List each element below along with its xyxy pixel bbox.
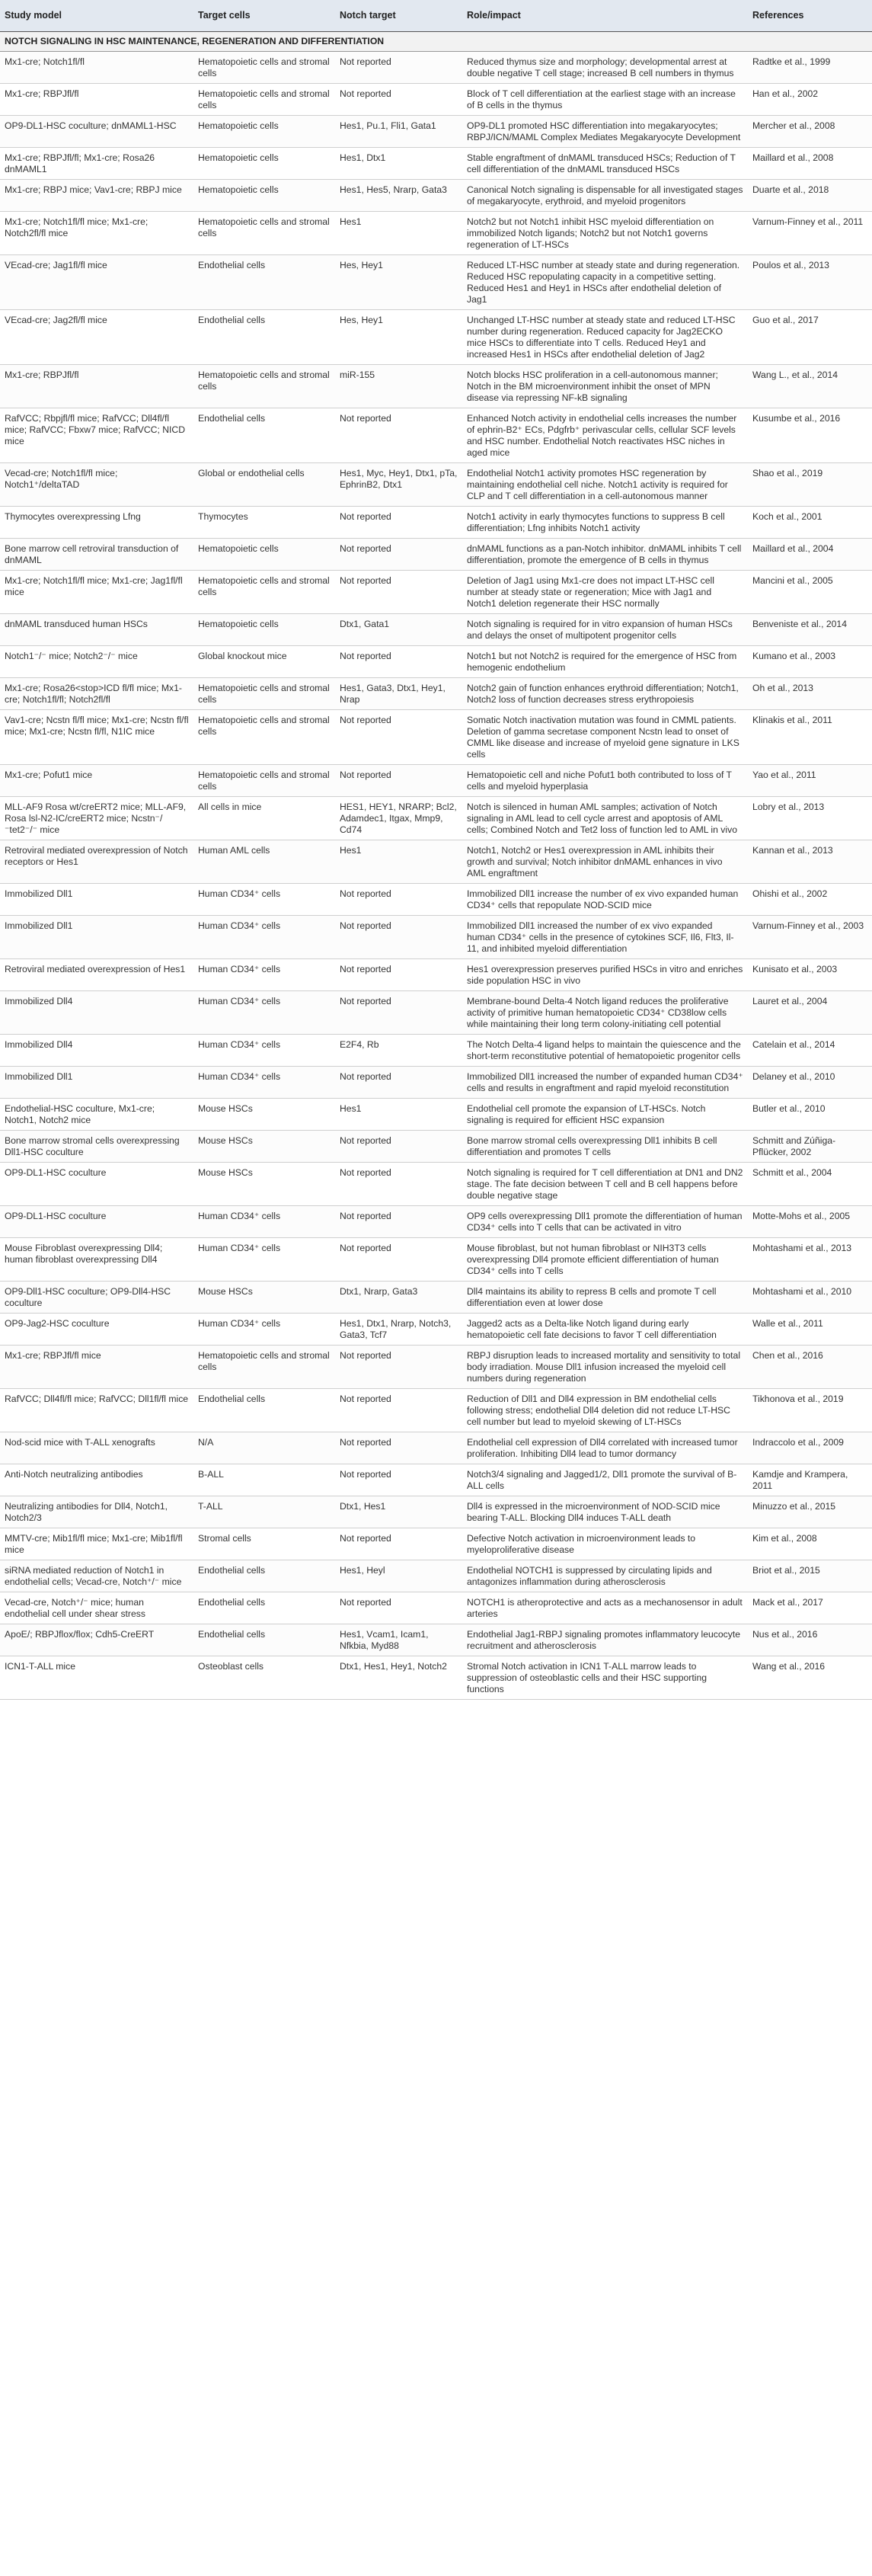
study-model-cell: RafVCC; Rbpjfl/fl mice; RafVCC; Dll4fl/fl mice; RafVCC; Fbxw7 mice; RafVCC; NICD mice [0, 408, 193, 463]
reference-cell: Klinakis et al., 2011 [748, 710, 872, 765]
reference-cell: Yao et al., 2011 [748, 765, 872, 797]
role-impact-cell: The Notch Delta-4 ligand helps to maintain the quiescence and the short-term reconstitutive potential of hematopoietic progenitor cells [462, 1035, 748, 1067]
target-cells-cell: T-ALL [193, 1496, 335, 1528]
header-target-cells: Target cells [193, 0, 335, 32]
table-row [0, 310, 872, 365]
target-cells-cell: Endothelial cells [193, 1560, 335, 1592]
reference-cell: Delaney et al., 2010 [748, 1067, 872, 1099]
reference-cell: Han et al., 2002 [748, 84, 872, 116]
role-impact-cell: Block of T cell differentiation at the earliest stage with an increase of B cells in the thymus [462, 84, 748, 116]
study-model-cell: ApoE/; RBPJflox/flox; Cdh5-CreERT [0, 1624, 193, 1656]
study-model-cell: Vav1-cre; Ncstn fl/fl mice; Mx1-cre; Ncstn fl/fl mice; Mx1-cre; Ncstn fl/fl, N1IC mice [0, 710, 193, 765]
table-row [0, 710, 872, 765]
table-body [0, 32, 872, 1700]
reference-cell: Schmitt and Zúñiga-Pflücker, 2002 [748, 1131, 872, 1163]
role-impact-cell: Endothelial cell expression of Dll4 correlated with increased tumor proliferation. Inhibiting Dll4 lead to tumor dormancy [462, 1432, 748, 1464]
table-row [0, 571, 872, 614]
target-cells-cell: Human CD34⁺ cells [193, 1035, 335, 1067]
notch-target-cell: Not reported [335, 710, 462, 765]
study-model-cell: Mx1-cre; Rosa26<stop>ICD fl/fl mice; Mx1-cre; Notch1fl/fl; Notch2fl/fl [0, 678, 193, 710]
table-row [0, 646, 872, 678]
notch-target-cell: Hes1, Vcam1, Icam1, Nfkbia, Myd88 [335, 1624, 462, 1656]
table-row [0, 539, 872, 571]
role-impact-cell: dnMAML functions as a pan-Notch inhibitor. dnMAML inhibits T cell differentiation, promote the emergence of B cells in thymus [462, 539, 748, 571]
reference-cell: Briot et al., 2015 [748, 1560, 872, 1592]
notch-target-cell: Not reported [335, 916, 462, 959]
target-cells-cell: B-ALL [193, 1464, 335, 1496]
study-model-cell: Mouse Fibroblast overexpressing Dll4; human fibroblast overexpressing Dll4 [0, 1238, 193, 1282]
study-model-cell: Vecad-cre; Notch1fl/fl mice; Notch1⁺/deltaTAD [0, 463, 193, 507]
table-row [0, 1163, 872, 1206]
role-impact-cell: Stable engraftment of dnMAML transduced HSCs; Reduction of T cell differentiation of the dnMAML transduced HSCs [462, 148, 748, 180]
notch-target-cell: Not reported [335, 1067, 462, 1099]
reference-cell: Motte-Mohs et al., 2005 [748, 1206, 872, 1238]
study-model-cell: VEcad-cre; Jag1fl/fl mice [0, 255, 193, 310]
target-cells-cell: Mouse HSCs [193, 1163, 335, 1206]
target-cells-cell: Human CD34⁺ cells [193, 884, 335, 916]
section-title: NOTCH SIGNALING IN HSC MAINTENANCE, REGENERATION AND DIFFERENTIATION [0, 32, 872, 52]
target-cells-cell: Hematopoietic cells and stromal cells [193, 571, 335, 614]
notch-target-cell: Not reported [335, 765, 462, 797]
table-row [0, 1238, 872, 1282]
reference-cell: Kim et al., 2008 [748, 1528, 872, 1560]
role-impact-cell: Immobilized Dll1 increase the number of ex vivo expanded human CD34⁺ cells that repopulate NOD-SCID mice [462, 884, 748, 916]
target-cells-cell: Hematopoietic cells and stromal cells [193, 678, 335, 710]
notch-target-cell: E2F4, Rb [335, 1035, 462, 1067]
table-row [0, 148, 872, 180]
target-cells-cell: Hematopoietic cells and stromal cells [193, 52, 335, 84]
role-impact-cell: Notch signaling is required for in vitro expansion of human HSCs and delays the onset of multipotent progenitor cells [462, 614, 748, 646]
role-impact-cell: Unchanged LT-HSC number at steady state and reduced LT-HSC number during regeneration. Reduced capacity for Jag2ECKO mice HSCs to differentiate into T cells. Reduced Hey1 and increased Hes1 in HSCs after endothelial deletion of Jag2 [462, 310, 748, 365]
role-impact-cell: NOTCH1 is atheroprotective and acts as a mechanosensor in adult arteries [462, 1592, 748, 1624]
target-cells-cell: Endothelial cells [193, 1624, 335, 1656]
table-row [0, 1592, 872, 1624]
notch-target-cell: Not reported [335, 1163, 462, 1206]
target-cells-cell: Human CD34⁺ cells [193, 916, 335, 959]
reference-cell: Koch et al., 2001 [748, 507, 872, 539]
table-row [0, 180, 872, 212]
target-cells-cell: Mouse HSCs [193, 1099, 335, 1131]
target-cells-cell: Endothelial cells [193, 310, 335, 365]
target-cells-cell: Endothelial cells [193, 1389, 335, 1432]
notch-target-cell: Dtx1, Gata1 [335, 614, 462, 646]
notch-target-cell: Hes1 [335, 840, 462, 884]
reference-cell: Maillard et al., 2004 [748, 539, 872, 571]
reference-cell: Mancini et al., 2005 [748, 571, 872, 614]
notch-target-cell: Hes1, Pu.1, Fli1, Gata1 [335, 116, 462, 148]
table-row [0, 1464, 872, 1496]
table-row [0, 1656, 872, 1700]
role-impact-cell: OP9 cells overexpressing Dll1 promote the differentiation of human CD34⁺ cells into T cells that can be activated in vitro [462, 1206, 748, 1238]
study-model-cell: Mx1-cre; RBPJfl/fl [0, 84, 193, 116]
role-impact-cell: Immobilized Dll1 increased the number of ex vivo expanded human CD34⁺ cells in the presence of cytokines SCF, Il6, Flt3, Il-11, and inhibited myeloid differentiation [462, 916, 748, 959]
study-model-cell: siRNA mediated reduction of Notch1 in endothelial cells; Vecad-cre, Notch⁺/⁻ mice [0, 1560, 193, 1592]
role-impact-cell: Notch2 gain of function enhances erythroid differentiation; Notch1, Notch2 loss of function decreases stress erythropoiesis [462, 678, 748, 710]
reference-cell: Catelain et al., 2014 [748, 1035, 872, 1067]
table-row [0, 797, 872, 840]
study-model-cell: Retroviral mediated overexpression of Notch receptors or Hes1 [0, 840, 193, 884]
study-model-cell: MLL-AF9 Rosa wt/creERT2 mice; MLL-AF9, Rosa lsl-N2-IC/creERT2 mice; Ncstn⁻/⁻tet2⁻/⁻ mice [0, 797, 193, 840]
study-model-cell: Anti-Notch neutralizing antibodies [0, 1464, 193, 1496]
notch-target-cell: Hes, Hey1 [335, 255, 462, 310]
table-row [0, 840, 872, 884]
reference-cell: Wang L., et al., 2014 [748, 365, 872, 408]
header-notch-target: Notch target [335, 0, 462, 32]
table-row [0, 1496, 872, 1528]
table-row [0, 1560, 872, 1592]
reference-cell: Kunisato et al., 2003 [748, 959, 872, 991]
study-model-cell: ICN1-T-ALL mice [0, 1656, 193, 1700]
table-row [0, 365, 872, 408]
reference-cell: Varnum-Finney et al., 2011 [748, 212, 872, 255]
role-impact-cell: Notch1, Notch2 or Hes1 overexpression in AML inhibits their growth and survival; Notch inhibitor dnMAML enhances in vivo AML engraftment [462, 840, 748, 884]
notch-target-cell: HES1, HEY1, NRARP; Bcl2, Adamdec1, Itgax, Mmp9, Cd74 [335, 797, 462, 840]
target-cells-cell: Human CD34⁺ cells [193, 1314, 335, 1346]
table-row [0, 1206, 872, 1238]
target-cells-cell: Hematopoietic cells [193, 116, 335, 148]
table-row [0, 1346, 872, 1389]
study-model-cell: Mx1-cre; RBPJfl/fl; Mx1-cre; Rosa26 dnMAML1 [0, 148, 193, 180]
role-impact-cell: RBPJ disruption leads to increased mortality and sensitivity to total body irradiation. Mouse Dll1 infusion increased the myeloid cell numbers during regeneration [462, 1346, 748, 1389]
target-cells-cell: Hematopoietic cells [193, 180, 335, 212]
notch-target-cell: Hes1, Dtx1, Nrarp, Notch3, Gata3, Tcf7 [335, 1314, 462, 1346]
notch-target-cell: Hes1, Gata3, Dtx1, Hey1, Nrap [335, 678, 462, 710]
table-row [0, 463, 872, 507]
study-model-cell: Immobilized Dll1 [0, 1067, 193, 1099]
table-row [0, 212, 872, 255]
table-row [0, 678, 872, 710]
role-impact-cell: Stromal Notch activation in ICN1 T-ALL marrow leads to suppression of osteoblastic cells and their HSC supporting functions [462, 1656, 748, 1700]
notch-target-cell: Not reported [335, 1131, 462, 1163]
reference-cell: Mohtashami et al., 2010 [748, 1282, 872, 1314]
study-model-cell: MMTV-cre; Mib1fl/fl mice; Mx1-cre; Mib1fl/fl mice [0, 1528, 193, 1560]
role-impact-cell: Endothelial cell promote the expansion of LT-HSCs. Notch signaling is required for efficient HSC expansion [462, 1099, 748, 1131]
target-cells-cell: N/A [193, 1432, 335, 1464]
study-model-cell: Immobilized Dll1 [0, 884, 193, 916]
reference-cell: Lobry et al., 2013 [748, 797, 872, 840]
header-role-impact: Role/impact [462, 0, 748, 32]
study-model-cell: VEcad-cre; Jag2fl/fl mice [0, 310, 193, 365]
notch-target-cell: Not reported [335, 1206, 462, 1238]
role-impact-cell: Somatic Notch inactivation mutation was found in CMML patients. Deletion of gamma secretase component Ncstn lead to onset of CMML like disease and increase of myeloid gene signature in LKS cells [462, 710, 748, 765]
notch-target-cell: Hes, Hey1 [335, 310, 462, 365]
reference-cell: Tikhonova et al., 2019 [748, 1389, 872, 1432]
target-cells-cell: Hematopoietic cells [193, 614, 335, 646]
header-references: References [748, 0, 872, 32]
table-row [0, 1432, 872, 1464]
study-model-cell: Thymocytes overexpressing Lfng [0, 507, 193, 539]
reference-cell: Duarte et al., 2018 [748, 180, 872, 212]
target-cells-cell: Thymocytes [193, 507, 335, 539]
reference-cell: Mohtashami et al., 2013 [748, 1238, 872, 1282]
reference-cell: Varnum-Finney et al., 2003 [748, 916, 872, 959]
reference-cell: Kusumbe et al., 2016 [748, 408, 872, 463]
study-model-cell: Retroviral mediated overexpression of Hes1 [0, 959, 193, 991]
target-cells-cell: Human CD34⁺ cells [193, 959, 335, 991]
table-row [0, 959, 872, 991]
notch-target-cell: Not reported [335, 539, 462, 571]
notch-target-cell: miR-155 [335, 365, 462, 408]
table-row [0, 52, 872, 84]
notch-target-cell: Not reported [335, 884, 462, 916]
study-model-cell: OP9-DL1-HSC coculture [0, 1163, 193, 1206]
notch-target-cell: Not reported [335, 1389, 462, 1432]
table-row [0, 507, 872, 539]
notch-target-cell: Hes1, Heyl [335, 1560, 462, 1592]
reference-cell: Butler et al., 2010 [748, 1099, 872, 1131]
reference-cell: Wang et al., 2016 [748, 1656, 872, 1700]
reference-cell: Lauret et al., 2004 [748, 991, 872, 1035]
reference-cell: Schmitt et al., 2004 [748, 1163, 872, 1206]
study-model-cell: Mx1-cre; Notch1fl/fl mice; Mx1-cre; Notch2fl/fl mice [0, 212, 193, 255]
study-model-cell: RafVCC; Dll4fl/fl mice; RafVCC; Dll1fl/fl mice [0, 1389, 193, 1432]
role-impact-cell: Notch blocks HSC proliferation in a cell-autonomous manner; Notch in the BM microenvironment inhibit the onset of MPN disease via repressing NF-kB signaling [462, 365, 748, 408]
role-impact-cell: Immobilized Dll1 increased the number of expanded human CD34⁺ cells and results in engraftment and rapid myeloid reconstitution [462, 1067, 748, 1099]
notch-target-cell: Hes1, Myc, Hey1, Dtx1, pTa, EphrinB2, Dtx1 [335, 463, 462, 507]
study-model-cell: OP9-DL1-HSC coculture; dnMAML1-HSC [0, 116, 193, 148]
role-impact-cell: Endothelial NOTCH1 is suppressed by circulating lipids and antagonizes inflammation during atherosclerosis [462, 1560, 748, 1592]
target-cells-cell: Endothelial cells [193, 408, 335, 463]
study-model-cell: Endothelial-HSC coculture, Mx1-cre; Notch1, Notch2 mice [0, 1099, 193, 1131]
notch-target-cell: Not reported [335, 52, 462, 84]
reference-cell: Chen et al., 2016 [748, 1346, 872, 1389]
notch-target-cell: Hes1 [335, 212, 462, 255]
target-cells-cell: Human AML cells [193, 840, 335, 884]
role-impact-cell: Canonical Notch signaling is dispensable for all investigated stages of megakaryocyte, erythroid, and myeloid progenitors [462, 180, 748, 212]
study-model-cell: Mx1-cre; Pofut1 mice [0, 765, 193, 797]
section-row [0, 32, 872, 52]
notch-target-cell: Not reported [335, 959, 462, 991]
target-cells-cell: Hematopoietic cells [193, 539, 335, 571]
study-model-cell: Immobilized Dll1 [0, 916, 193, 959]
notch-target-cell: Not reported [335, 1346, 462, 1389]
table-row [0, 916, 872, 959]
study-model-cell: OP9-DL1-HSC coculture [0, 1206, 193, 1238]
role-impact-cell: Notch1 activity in early thymocytes functions to suppress B cell differentiation; Lfng inhibits Notch1 activity [462, 507, 748, 539]
role-impact-cell: Enhanced Notch activity in endothelial cells increases the number of ephrin-B2⁺ ECs, Pdgfrb⁺ perivascular cells, cellular SCF levels and HSC number. Endothelial Notch reactivates HSC niches in aged mice [462, 408, 748, 463]
role-impact-cell: Mouse fibroblast, but not human fibroblast or NIH3T3 cells overexpressing Dll4 promote efficient differentiation of human CD34⁺ cells into T cells [462, 1238, 748, 1282]
table-row [0, 408, 872, 463]
table-row [0, 1528, 872, 1560]
study-model-cell: Bone marrow cell retroviral transduction of dnMAML [0, 539, 193, 571]
study-model-cell: Vecad-cre, Notch⁺/⁻ mice; human endothelial cell under shear stress [0, 1592, 193, 1624]
study-model-cell: OP9-Dll1-HSC coculture; OP9-Dll4-HSC coculture [0, 1282, 193, 1314]
table-row [0, 1131, 872, 1163]
table-row [0, 1282, 872, 1314]
role-impact-cell: Hes1 overexpression preserves purified HSCs in vitro and enriches side population HSC in vivo [462, 959, 748, 991]
target-cells-cell: Mouse HSCs [193, 1131, 335, 1163]
role-impact-cell: Notch signaling is required for T cell differentiation at DN1 and DN2 stage. The fate decision between T cell and B cell happens before double negative stage [462, 1163, 748, 1206]
table-row [0, 1067, 872, 1099]
table-row [0, 1099, 872, 1131]
study-model-cell: Immobilized Dll4 [0, 1035, 193, 1067]
study-model-cell: Notch1⁻/⁻ mice; Notch2⁻/⁻ mice [0, 646, 193, 678]
role-impact-cell: Reduction of Dll1 and Dll4 expression in BM endothelial cells following stress; endothelial Dll4 deletion did not reduce LT-HSC cell number but lead to myeloid skewing of LT-HSCs [462, 1389, 748, 1432]
role-impact-cell: Defective Notch activation in microenvironment leads to myeloproliferative disease [462, 1528, 748, 1560]
target-cells-cell: Global knockout mice [193, 646, 335, 678]
target-cells-cell: Human CD34⁺ cells [193, 1206, 335, 1238]
study-model-cell: Bone marrow stromal cells overexpressing Dll1-HSC coculture [0, 1131, 193, 1163]
target-cells-cell: Hematopoietic cells [193, 148, 335, 180]
role-impact-cell: Notch3/4 signaling and Jagged1/2, Dll1 promote the survival of B-ALL cells [462, 1464, 748, 1496]
reference-cell: Oh et al., 2013 [748, 678, 872, 710]
target-cells-cell: Hematopoietic cells and stromal cells [193, 765, 335, 797]
role-impact-cell: OP9-DL1 promoted HSC differentiation into megakaryocytes; RBPJ/ICN/MAML Complex Mediates Megakaryocyte Development [462, 116, 748, 148]
study-model-cell: Mx1-cre; RBPJfl/fl [0, 365, 193, 408]
study-model-cell: Mx1-cre; Notch1fl/fl [0, 52, 193, 84]
reference-cell: Shao et al., 2019 [748, 463, 872, 507]
target-cells-cell: Hematopoietic cells and stromal cells [193, 84, 335, 116]
reference-cell: Kumano et al., 2003 [748, 646, 872, 678]
header-study-model: Study model [0, 0, 193, 32]
notch-target-cell: Not reported [335, 1432, 462, 1464]
reference-cell: Radtke et al., 1999 [748, 52, 872, 84]
table-row [0, 116, 872, 148]
reference-cell: Minuzzo et al., 2015 [748, 1496, 872, 1528]
notch-target-cell: Dtx1, Hes1, Hey1, Notch2 [335, 1656, 462, 1700]
role-impact-cell: Hematopoietic cell and niche Pofut1 both contributed to loss of T cells and myeloid hyperplasia [462, 765, 748, 797]
notch-target-cell: Not reported [335, 571, 462, 614]
table-row [0, 884, 872, 916]
study-model-cell: dnMAML transduced human HSCs [0, 614, 193, 646]
role-impact-cell: Notch2 but not Notch1 inhibit HSC myeloid differentiation on immobilized Notch ligands; Notch2 but not Notch1 governs regeneration of LT-HSCs [462, 212, 748, 255]
reference-cell: Walle et al., 2011 [748, 1314, 872, 1346]
study-model-cell: Mx1-cre; RBPJfl/fl mice [0, 1346, 193, 1389]
study-model-cell: OP9-Jag2-HSC coculture [0, 1314, 193, 1346]
target-cells-cell: Hematopoietic cells and stromal cells [193, 710, 335, 765]
target-cells-cell: Osteoblast cells [193, 1656, 335, 1700]
notch-target-cell: Hes1, Hes5, Nrarp, Gata3 [335, 180, 462, 212]
reference-cell: Guo et al., 2017 [748, 310, 872, 365]
reference-cell: Benveniste et al., 2014 [748, 614, 872, 646]
notch-target-cell: Not reported [335, 1528, 462, 1560]
target-cells-cell: Hematopoietic cells and stromal cells [193, 365, 335, 408]
role-impact-cell: Notch is silenced in human AML samples; activation of Notch signaling in AML lead to cell cycle arrest and apoptosis of AML cells; Combined Notch and Tet2 loss of function led to AML in vivo [462, 797, 748, 840]
notch-target-cell: Hes1 [335, 1099, 462, 1131]
study-model-cell: Immobilized Dll4 [0, 991, 193, 1035]
table-row [0, 1035, 872, 1067]
role-impact-cell: Bone marrow stromal cells overexpressing Dll1 inhibits B cell differentiation and promotes T cells [462, 1131, 748, 1163]
notch-target-cell: Not reported [335, 646, 462, 678]
role-impact-cell: Jagged2 acts as a Delta-like Notch ligand during early hematopoietic cell fate decisions to favor T cell differentiation [462, 1314, 748, 1346]
study-model-cell: Mx1-cre; RBPJ mice; Vav1-cre; RBPJ mice [0, 180, 193, 212]
target-cells-cell: Human CD34⁺ cells [193, 1067, 335, 1099]
target-cells-cell: Stromal cells [193, 1528, 335, 1560]
notch-target-cell: Dtx1, Hes1 [335, 1496, 462, 1528]
target-cells-cell: Hematopoietic cells and stromal cells [193, 1346, 335, 1389]
target-cells-cell: Human CD34⁺ cells [193, 991, 335, 1035]
notch-target-cell: Not reported [335, 991, 462, 1035]
role-impact-cell: Dll4 maintains its ability to repress B cells and promote T cell differentiation even at lower dose [462, 1282, 748, 1314]
notch-target-cell: Not reported [335, 84, 462, 116]
target-cells-cell: All cells in mice [193, 797, 335, 840]
role-impact-cell: Notch1 but not Notch2 is required for the emergence of HSC from hemogenic endothelium [462, 646, 748, 678]
table-row [0, 1314, 872, 1346]
reference-cell: Nus et al., 2016 [748, 1624, 872, 1656]
study-model-cell: Neutralizing antibodies for Dll4, Notch1, Notch2/3 [0, 1496, 193, 1528]
table-row [0, 1624, 872, 1656]
target-cells-cell: Endothelial cells [193, 255, 335, 310]
notch-target-cell: Not reported [335, 408, 462, 463]
study-model-cell: Nod-scid mice with T-ALL xenografts [0, 1432, 193, 1464]
reference-cell: Poulos et al., 2013 [748, 255, 872, 310]
role-impact-cell: Deletion of Jag1 using Mx1-cre does not impact LT-HSC cell number at steady state or regeneration; Mice with Jag1 and Notch1 deletion regenerate their HSC normally [462, 571, 748, 614]
table-row [0, 255, 872, 310]
target-cells-cell: Hematopoietic cells and stromal cells [193, 212, 335, 255]
notch-target-cell: Not reported [335, 1592, 462, 1624]
reference-cell: Mercher et al., 2008 [748, 116, 872, 148]
notch-target-cell: Dtx1, Nrarp, Gata3 [335, 1282, 462, 1314]
target-cells-cell: Global or endothelial cells [193, 463, 335, 507]
notch-target-cell: Not reported [335, 1238, 462, 1282]
table-header [0, 0, 872, 32]
table-row [0, 614, 872, 646]
notch-target-cell: Not reported [335, 507, 462, 539]
role-impact-cell: Endothelial Jag1-RBPJ signaling promotes inflammatory leucocyte recruitment and atherosclerosis [462, 1624, 748, 1656]
reference-cell: Maillard et al., 2008 [748, 148, 872, 180]
reference-cell: Kannan et al., 2013 [748, 840, 872, 884]
target-cells-cell: Human CD34⁺ cells [193, 1238, 335, 1282]
reference-cell: Kamdje and Krampera, 2011 [748, 1464, 872, 1496]
role-impact-cell: Dll4 is expressed in the microenvironment of NOD-SCID mice bearing T-ALL. Blocking Dll4 induces T-ALL death [462, 1496, 748, 1528]
role-impact-cell: Reduced LT-HSC number at steady state and during regeneration. Reduced HSC repopulating capacity in a competitive setting. Reduced Hes1 and Hey1 in HSCs after endothelial deletion of Jag1 [462, 255, 748, 310]
table-row [0, 84, 872, 116]
table-row [0, 991, 872, 1035]
role-impact-cell: Reduced thymus size and morphology; developmental arrest at double negative T cell stage; increased B cell numbers in thymus [462, 52, 748, 84]
target-cells-cell: Endothelial cells [193, 1592, 335, 1624]
notch-target-cell: Not reported [335, 1464, 462, 1496]
target-cells-cell: Mouse HSCs [193, 1282, 335, 1314]
study-model-cell: Mx1-cre; Notch1fl/fl mice; Mx1-cre; Jag1fl/fl mice [0, 571, 193, 614]
reference-cell: Mack et al., 2017 [748, 1592, 872, 1624]
role-impact-cell: Membrane-bound Delta-4 Notch ligand reduces the proliferative activity of primitive human hematopoietic CD34⁺ CD38low cells while maintaining their long term colony-initiating cell potential [462, 991, 748, 1035]
reference-cell: Ohishi et al., 2002 [748, 884, 872, 916]
role-impact-cell: Endothelial Notch1 activity promotes HSC regeneration by maintaining endothelial cell niche. Notch1 activity is required for CLP and T cell differentiation in a cell-autonomous manner [462, 463, 748, 507]
table-row [0, 765, 872, 797]
reference-cell: Indraccolo et al., 2009 [748, 1432, 872, 1464]
notch-target-cell: Hes1, Dtx1 [335, 148, 462, 180]
table-row [0, 1389, 872, 1432]
